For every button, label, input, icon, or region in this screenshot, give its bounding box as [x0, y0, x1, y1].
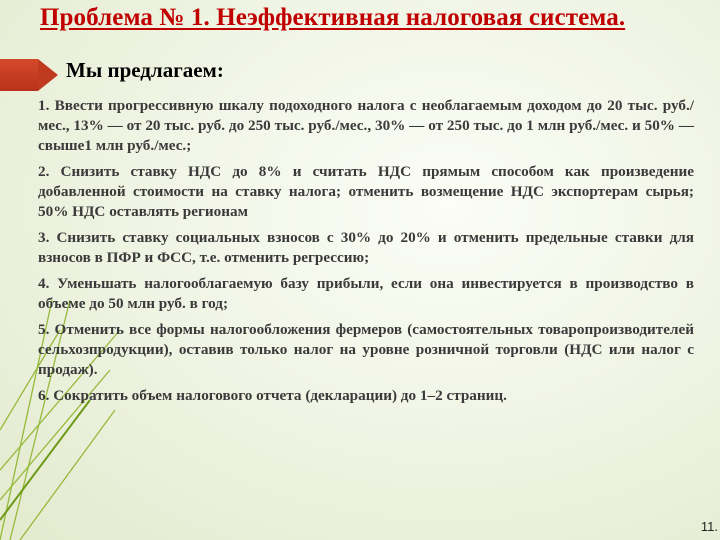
slide-subtitle: Мы предлагаем:	[66, 58, 224, 82]
proposal-list	[38, 96, 694, 412]
slide-title: Проблема № 1. Неэффективная налоговая система.	[40, 4, 626, 31]
list-item: 3. Снизить ставку социальных взносов с 30% до 20% и отменить предельные ставки для взносов в ПФР и ФСС, т.е. отменить регрессию;	[38, 229, 694, 266]
list-item: 5. Отменить все формы налогообложения фермеров (самостоятельных товаропроизводителей сельхозпродукции), оставив только налог на уровне розничной торговли (НДС или налог с продаж).	[38, 321, 694, 378]
list-item: 2. Снизить ставку НДС до 8% и считать НДС прямым способом как произведение добавленной стоимости на ставку налога; отменить возмещение НДС экспортерам сырья; 50% НДС оставлять регионам	[38, 163, 694, 220]
list-item: 1. Ввести прогрессивную шкалу подоходного налога с необлагаемым доходом до 20 тыс. руб./мес., 13% — от 20 тыс. руб. до 250 тыс. руб./мес., 30% — от 250 тыс. до 1 млн руб./мес. и 50% — свыше1 млн руб./мес.;	[38, 97, 694, 154]
list-item: 4. Уменьшать налогооблагаемую базу прибыли, если она инвестируется в производство в объеме до 50 млн руб. в год;	[38, 275, 694, 312]
page-number: 11.	[700, 519, 718, 534]
list-item: 6. Сократить объем налогового отчета (декларации) до 1–2 страниц.	[38, 387, 507, 404]
title-ribbon	[0, 59, 38, 91]
